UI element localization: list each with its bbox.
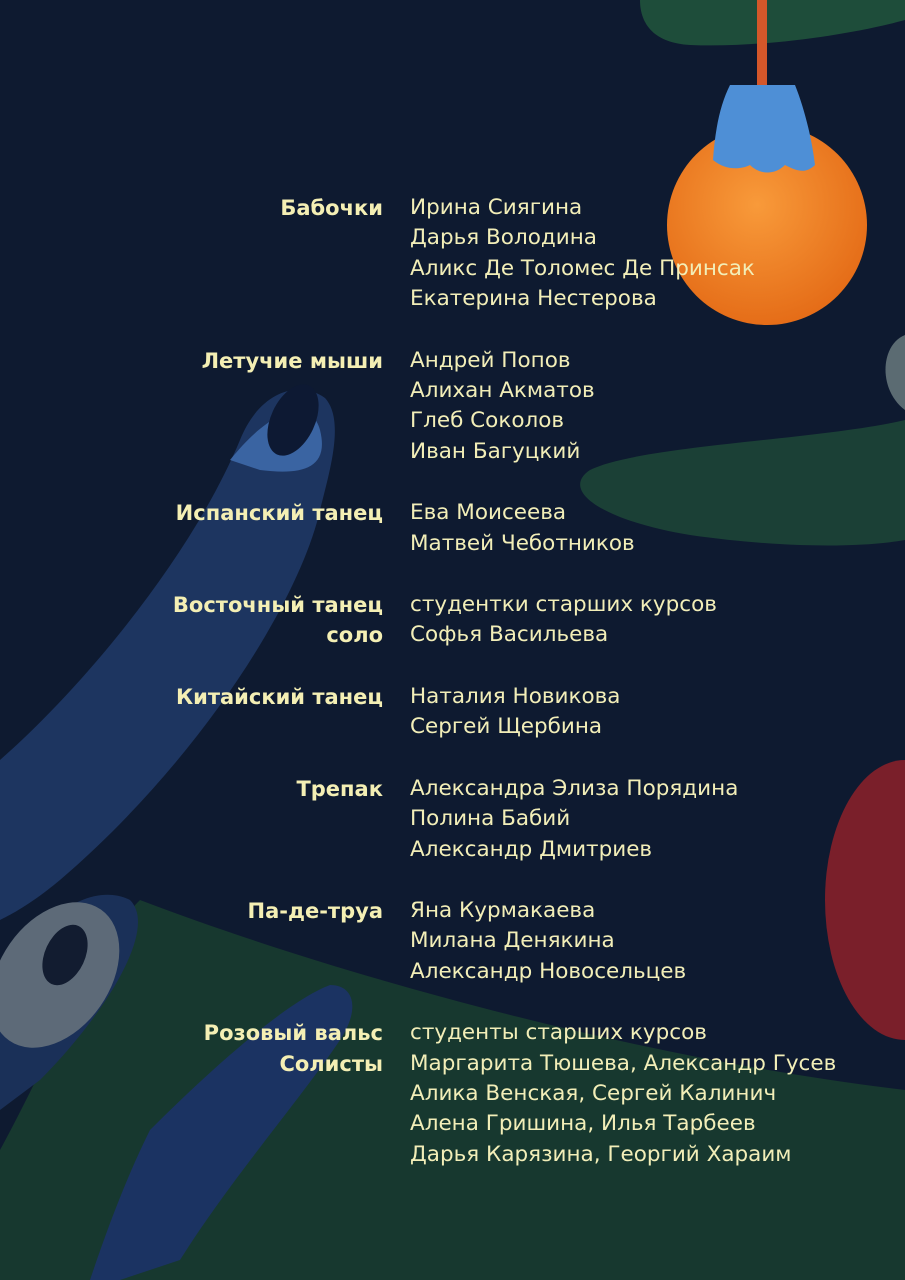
performer-name: Маргарита Тюшева, Александр Гусев [410,1050,837,1076]
performer-name: Наталия Новикова [410,683,621,709]
performer-list [410,590,717,651]
performer-name: Полина Бабий [410,806,571,832]
performer-list [410,498,635,559]
performer-name: Ева Моисеева [410,500,567,526]
performer-name: Александр Дмитриев [410,836,653,862]
performer-list [410,1018,836,1170]
cast-row-butterflies [0,193,905,315]
performer-name: Ирина Сиягина [410,195,583,220]
performer-list [410,774,738,865]
tree-branch-top [640,0,905,45]
cast-row-oriental-dance [0,590,905,651]
role-title: Па-де-труа [247,898,383,923]
performer-name: студенты старших курсов [410,1020,707,1046]
cast-row-spanish-dance [0,498,905,559]
performer-name: студентки старших курсов [410,592,717,618]
performer-name: Александр Новосельцев [410,958,687,984]
performer-name: Дарья Володина [410,225,597,251]
role-title: Трепак [296,776,383,801]
performer-list [410,193,755,315]
performer-name: Сергей Щербина [410,714,603,740]
ornament-cap [713,85,815,173]
cast-row-pas-de-trois [0,896,905,987]
performer-list [410,682,620,743]
performer-name: Иван Багуцкий [410,438,581,464]
performer-name: Софья Васильева [410,622,609,648]
role-title: Розовый вальс Солисты [203,1021,383,1076]
cast-row-bats [0,346,905,468]
performer-name: Алика Венская, Сергей Калинич [410,1080,777,1106]
performer-name: Дарья Карязина, Георгий Хараим [410,1141,792,1167]
performer-list [410,346,595,468]
performer-name: Алихан Акматов [410,378,595,404]
performer-name: Алена Гришина, Илья Тарбеев [410,1111,756,1137]
performer-list [410,896,686,987]
ornament-string [757,0,767,90]
role-title: Китайский танец [175,684,383,709]
performer-name: Екатерина Нестерова [410,286,657,312]
performer-name: Милана Денякина [410,928,615,954]
role-title: Испанский танец [175,501,383,526]
performer-name: Аликс Де Толомес Де Принсак [410,255,755,281]
performer-name: Александра Элиза Порядина [410,775,739,801]
role-title: Летучие мыши [201,348,383,373]
role-title: Бабочки [280,196,383,220]
performer-name: Яна Курмакаева [410,897,596,923]
cast-row-trepak [0,774,905,865]
cast-row-chinese-dance [0,682,905,743]
cast-row-rose-waltz [0,1018,905,1170]
role-title: Восточный танец соло [172,593,383,648]
performer-name: Глеб Соколов [410,408,565,434]
cast-list [0,193,905,1201]
performer-name: Матвей Чеботников [410,530,635,556]
performer-name: Андрей Попов [410,347,571,373]
